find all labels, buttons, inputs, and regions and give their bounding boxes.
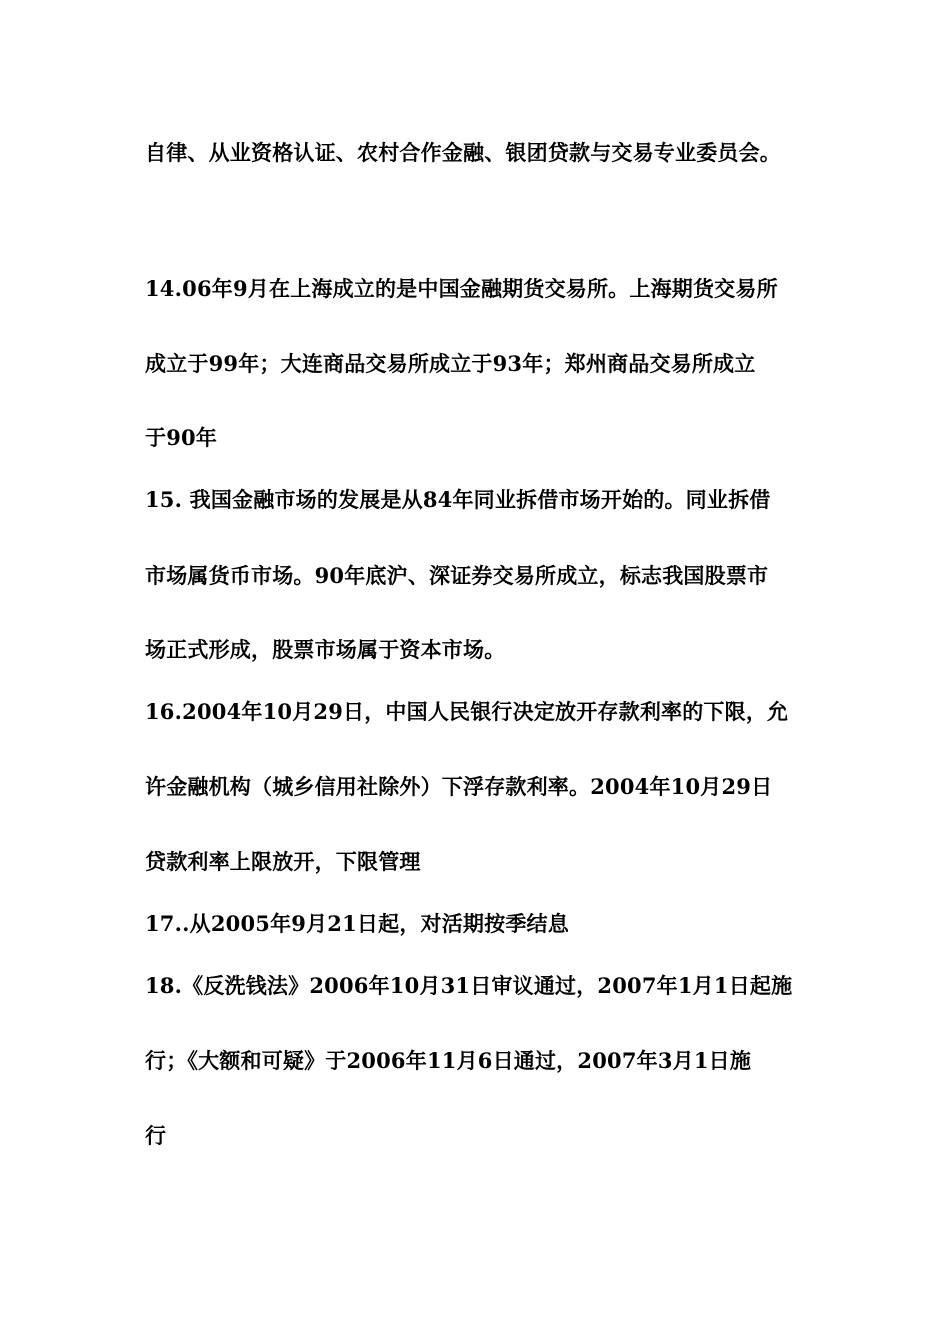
text-line: 场正式形成，股票市场属于资本市场。 xyxy=(145,637,506,662)
text-line: 市场属货币市场。90年底沪、深证券交易所成立，标志我国股票市 xyxy=(145,563,769,588)
text-line: 于90年 xyxy=(145,425,218,450)
text-line: 贷款利率上限放开，下限管理 xyxy=(145,849,421,874)
text-line: 自律、从业资格认证、农村合作金融、银团贷款与交易专业委员会。 xyxy=(145,140,781,165)
text-line: 行；《大额和可疑》于2006年11月6日通过，2007年3月1日施 xyxy=(145,1048,752,1073)
text-line: 15. 我国金融市场的发展是从84年同业拆借市场开始的。同业拆借 xyxy=(145,487,771,512)
text-line: 14.06年9月在上海成立的是中国金融期货交易所。上海期货交易所 xyxy=(145,276,778,301)
text-line: 18.《反洗钱法》2006年10月31日审议通过，2007年1月1日起施 xyxy=(145,973,793,998)
text-line: 17..从2005年9月21日起，对活期按季结息 xyxy=(145,911,569,936)
text-line: 成立于99年；大连商品交易所成立于93年；郑州商品交易所成立 xyxy=(145,351,756,376)
text-line: 行 xyxy=(145,1123,167,1148)
text-line: 16.2004年10月29日，中国人民银行决定放开存款利率的下限，允 xyxy=(145,699,789,724)
text-line: 许金融机构（城乡信用社除外）下浮存款利率。2004年10月29日 xyxy=(145,774,773,799)
